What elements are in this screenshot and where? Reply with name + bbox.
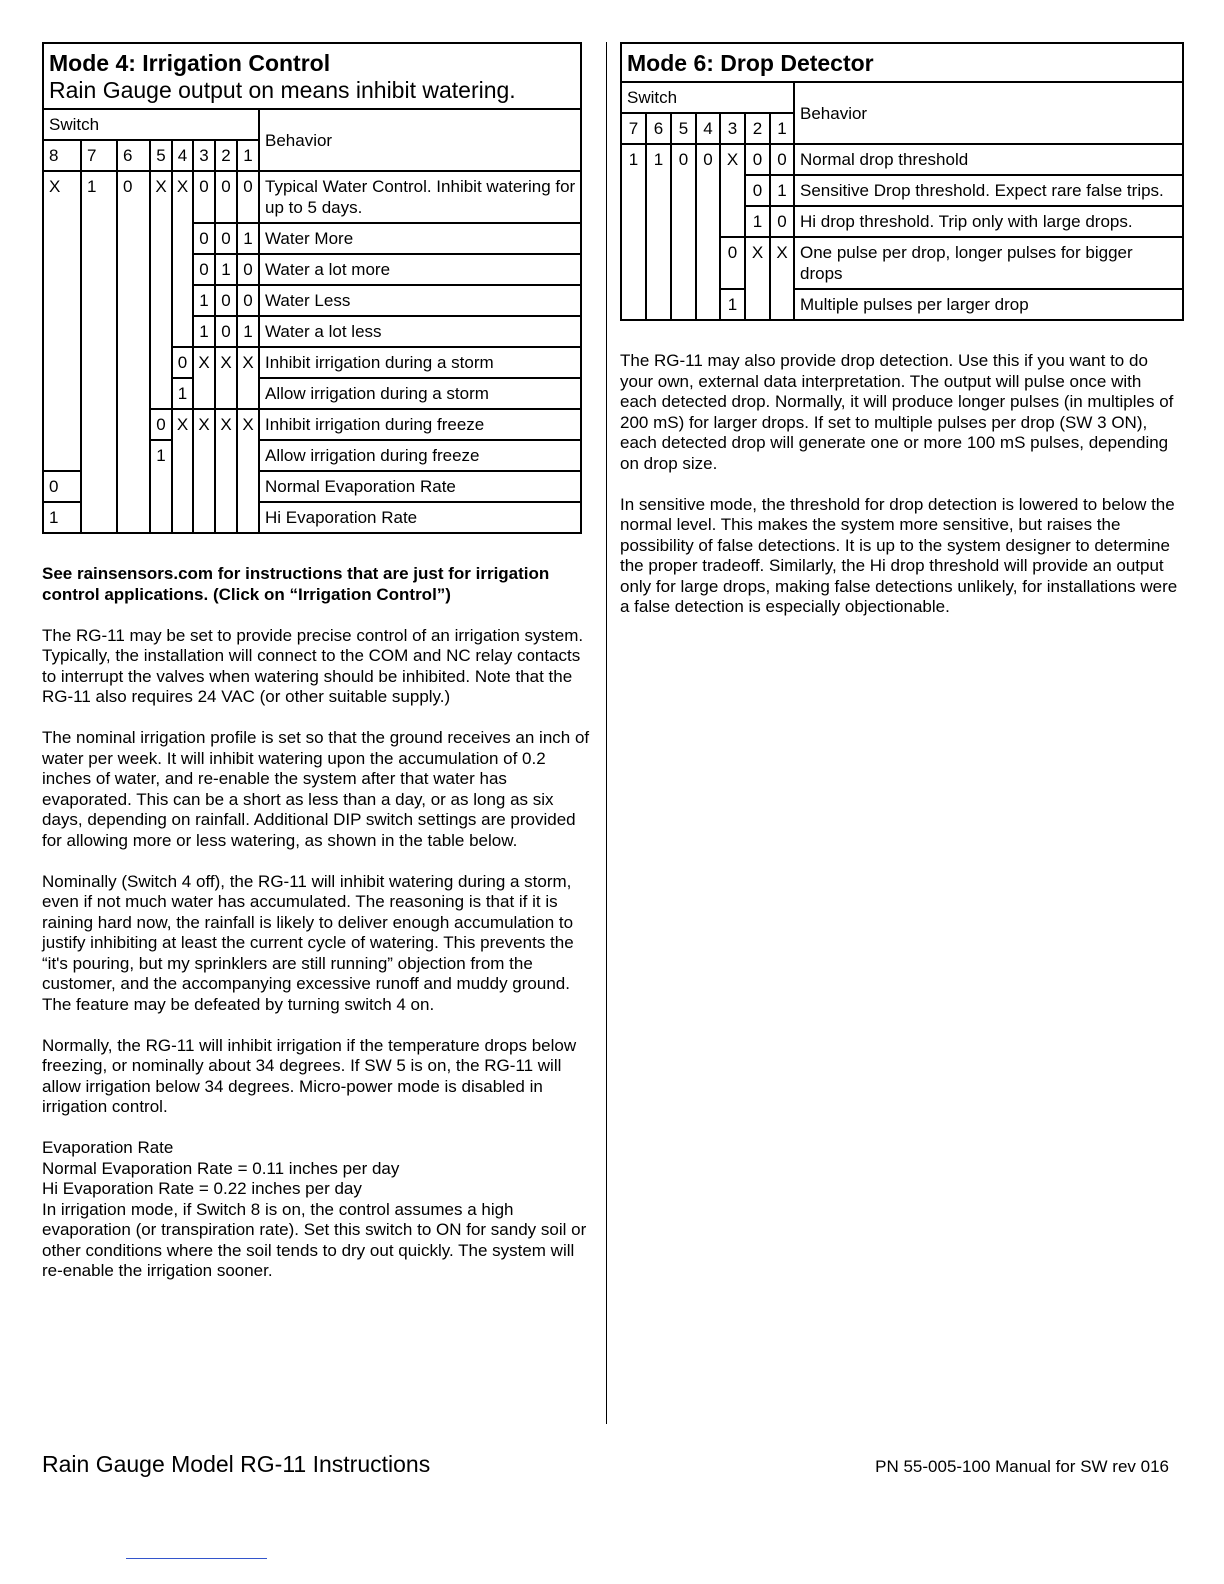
switch-value-cell	[237, 471, 259, 502]
switch-value-cell: 0	[43, 471, 81, 502]
switch-value-cell	[43, 347, 81, 378]
switch-value-cell: X	[237, 347, 259, 378]
switch-value-cell	[150, 285, 172, 316]
column-divider	[606, 42, 607, 1424]
switch-value-cell	[215, 471, 237, 502]
behavior-cell: Normal Evaporation Rate	[259, 471, 581, 502]
switch-number-cell: 1	[237, 140, 259, 171]
switch-value-cell: 0	[150, 409, 172, 440]
switch-number-cell: 7	[81, 140, 117, 171]
switch-value-cell: 0	[215, 171, 237, 223]
switch-value-cell	[150, 254, 172, 285]
right-column	[620, 42, 1182, 638]
switch-value-cell	[150, 347, 172, 378]
switch-value-cell	[621, 237, 646, 289]
switch-value-cell	[150, 471, 172, 502]
switch-number-cell: 6	[646, 113, 671, 144]
switch-value-cell	[172, 254, 193, 285]
switch-value-cell: X	[150, 171, 172, 223]
mode6-text	[620, 351, 1182, 618]
switch-value-cell	[172, 223, 193, 254]
switch-value-cell: X	[215, 347, 237, 378]
switch-value-cell	[43, 285, 81, 316]
switch-number-cell: 4	[696, 113, 720, 144]
switch-value-cell: X	[215, 409, 237, 440]
switch-value-cell	[43, 409, 81, 440]
switch-value-cell	[646, 289, 671, 320]
switch-value-cell	[117, 502, 150, 533]
switch-value-cell	[671, 206, 696, 237]
behavior-cell: Hi drop threshold. Trip only with large drops.	[794, 206, 1183, 237]
switch-value-cell	[117, 409, 150, 440]
left-column	[42, 42, 592, 1282]
switch-value-cell	[237, 440, 259, 471]
switch-value-cell	[117, 440, 150, 471]
switch-value-cell: 0	[193, 223, 215, 254]
switch-value-cell	[117, 316, 150, 347]
table-row	[43, 378, 581, 409]
mode6-title-cell	[621, 43, 1183, 82]
table-row	[43, 285, 581, 316]
switch-value-cell: 0	[237, 171, 259, 223]
switch-value-cell: 1	[193, 285, 215, 316]
mode4-subtitle: Rain Gauge output on means inhibit watering.	[49, 77, 516, 103]
switch-value-cell	[720, 175, 745, 206]
switch-value-cell	[81, 502, 117, 533]
switch-number-cell: 7	[621, 113, 646, 144]
switch-value-cell: 1	[81, 171, 117, 223]
switch-value-cell: 1	[745, 206, 770, 237]
switch-value-cell	[150, 378, 172, 409]
switch-value-cell: X	[745, 237, 770, 289]
switch-value-cell	[172, 502, 193, 533]
switch-value-cell: 1	[621, 144, 646, 175]
behavior-cell: Water Less	[259, 285, 581, 316]
switch-value-cell: 0	[745, 175, 770, 206]
switch-value-cell: 0	[193, 171, 215, 223]
switch-value-cell: 1	[770, 175, 794, 206]
switch-value-cell	[770, 289, 794, 320]
switch-value-cell: X	[193, 409, 215, 440]
switch-value-cell	[81, 254, 117, 285]
switch-value-cell: 1	[215, 254, 237, 285]
behavior-cell: Allow irrigation during freeze	[259, 440, 581, 471]
switch-value-cell	[720, 206, 745, 237]
switch-value-cell: 1	[237, 316, 259, 347]
table-row	[621, 144, 1183, 175]
switch-value-cell	[172, 316, 193, 347]
switch-value-cell	[193, 471, 215, 502]
switch-value-cell	[81, 316, 117, 347]
switch-number-cell: 3	[193, 140, 215, 171]
table-row	[43, 440, 581, 471]
switch-value-cell	[621, 289, 646, 320]
behavior-cell: Hi Evaporation Rate	[259, 502, 581, 533]
switch-value-cell	[696, 237, 720, 289]
switch-value-cell: 1	[646, 144, 671, 175]
evap-body: In irrigation mode, if Switch 8 is on, the control assumes a high evaporation (or transpiration rate). Set this switch to ON for sandy soil or other conditions where the soil tends to dry out quickly. The system will re-enable the irrigation sooner.	[42, 1199, 587, 1280]
switch-value-cell: 0	[193, 254, 215, 285]
switch-value-cell: X	[770, 237, 794, 289]
switch-value-cell	[81, 285, 117, 316]
evap-hi: Hi Evaporation Rate = 0.22 inches per day	[42, 1179, 362, 1198]
switch-value-cell: X	[172, 171, 193, 223]
switch-value-cell: 0	[117, 171, 150, 223]
paragraph-2: The nominal irrigation profile is set so that the ground receives an inch of water per week. It will inhibit watering upon the accumulation of 0.2 inches of water, and re-enable the system after that water has evaporated. This can be a short as less than a day, or as long as six days, depending on rainfall. Additional DIP switch settings are provided for allowing more or less watering, as shown in the table below.	[42, 728, 590, 850]
switch-value-cell: 1	[720, 289, 745, 320]
mode4-table	[42, 42, 582, 534]
switch-value-cell: X	[237, 409, 259, 440]
switch-value-cell: 1	[237, 223, 259, 254]
switch-value-cell: 0	[237, 285, 259, 316]
mode4-switch-header: Switch	[43, 109, 259, 140]
switch-value-cell	[671, 289, 696, 320]
switch-value-cell	[237, 502, 259, 533]
switch-value-cell: 0	[745, 144, 770, 175]
switch-value-cell	[172, 471, 193, 502]
switch-value-cell	[150, 223, 172, 254]
behavior-cell: Sensitive Drop threshold. Expect rare false trips.	[794, 175, 1183, 206]
switch-value-cell	[43, 254, 81, 285]
switch-value-cell	[150, 316, 172, 347]
behavior-cell: Inhibit irrigation during a storm	[259, 347, 581, 378]
switch-value-cell: 0	[215, 285, 237, 316]
switch-number-cell: 4	[172, 140, 193, 171]
irrigation-note: See rainsensors.com for instructions that are just for irrigation control applications. (Click on “Irrigation Control”)	[42, 564, 550, 604]
behavior-cell: Water a lot more	[259, 254, 581, 285]
switch-value-cell	[117, 285, 150, 316]
switch-value-cell	[215, 502, 237, 533]
behavior-cell: Water More	[259, 223, 581, 254]
switch-value-cell: 0	[770, 144, 794, 175]
mode4-behavior-header: Behavior	[259, 109, 581, 171]
behavior-cell: Typical Water Control. Inhibit watering for up to 5 days.	[259, 171, 581, 223]
switch-value-cell	[215, 378, 237, 409]
switch-value-cell	[117, 471, 150, 502]
table-row	[621, 175, 1183, 206]
switch-value-cell	[193, 440, 215, 471]
mode4-title-cell	[43, 43, 581, 109]
table-row	[621, 237, 1183, 289]
evap-heading: Evaporation Rate	[42, 1138, 174, 1157]
table-row	[621, 206, 1183, 237]
switch-value-cell	[215, 440, 237, 471]
switch-value-cell	[646, 206, 671, 237]
mode6-switch-header: Switch	[621, 82, 794, 113]
paragraph-3: Nominally (Switch 4 off), the RG-11 will inhibit watering during a storm, even if not much water has accumulated. The reasoning is that if it is raining hard now, the rainfall is likely to deliver enough accumulation to justify inhibiting at least the current cycle of watering. This prevents the “it's pouring, but my sprinklers are still running” objection from the customer, and the accompanying excessive runoff and muddy ground. The feature may be defeated by turning switch 4 on.	[42, 871, 574, 1014]
switch-value-cell: 1	[193, 316, 215, 347]
switch-value-cell	[43, 378, 81, 409]
switch-value-cell	[117, 347, 150, 378]
evap-normal: Normal Evaporation Rate = 0.11 inches per day	[42, 1158, 400, 1178]
behavior-cell: Multiple pulses per larger drop	[794, 289, 1183, 320]
behavior-cell: Inhibit irrigation during freeze	[259, 409, 581, 440]
switch-value-cell: 0	[671, 144, 696, 175]
switch-value-cell: 0	[237, 254, 259, 285]
switch-value-cell: 0	[215, 316, 237, 347]
behavior-cell: Water a lot less	[259, 316, 581, 347]
switch-value-cell: 0	[172, 347, 193, 378]
switch-value-cell: X	[43, 171, 81, 223]
paragraph-1: The RG-11 may be set to provide precise control of an irrigation system. Typically, the installation will connect to the COM and NC relay contacts to interrupt the valves when watering should be inhibited. Note that the RG-11 also requires 24 VAC (or other suitable supply.)	[42, 625, 584, 706]
switch-value-cell	[117, 378, 150, 409]
table-row	[43, 254, 581, 285]
switch-number-cell: 6	[117, 140, 150, 171]
switch-value-cell	[696, 289, 720, 320]
switch-value-cell	[81, 440, 117, 471]
switch-value-cell	[81, 378, 117, 409]
table-row	[621, 289, 1183, 320]
switch-value-cell	[81, 471, 117, 502]
table-row	[43, 316, 581, 347]
switch-value-cell	[43, 440, 81, 471]
switch-number-cell: 5	[150, 140, 172, 171]
switch-value-cell: 1	[43, 502, 81, 533]
switch-value-cell	[81, 347, 117, 378]
switch-value-cell	[646, 237, 671, 289]
table-row	[43, 171, 581, 223]
switch-value-cell	[696, 206, 720, 237]
switch-value-cell	[237, 378, 259, 409]
switch-value-cell	[43, 223, 81, 254]
switch-value-cell	[43, 316, 81, 347]
switch-value-cell	[81, 409, 117, 440]
table-row	[43, 223, 581, 254]
behavior-cell: Normal drop threshold	[794, 144, 1183, 175]
switch-value-cell	[81, 223, 117, 254]
switch-value-cell	[621, 175, 646, 206]
mode6-table	[620, 42, 1184, 321]
switch-number-cell: 3	[720, 113, 745, 144]
mode4-title: Mode 4: Irrigation Control	[49, 50, 331, 76]
drop-paragraph-1: The RG-11 may also provide drop detection. Use this if you want to do your own, external data interpretation. The output will pulse once with each detected drop. Normally, it will produce longer pulses (in multiples of 200 mS) for larger drops. If set to multiple pulses per drop (SW 3 ON), each detected drop will generate one or more 100 mS pulses, depending on drop size.	[620, 351, 1174, 473]
switch-number-cell: 5	[671, 113, 696, 144]
switch-value-cell	[172, 440, 193, 471]
switch-value-cell: X	[193, 347, 215, 378]
mode4-text	[42, 564, 592, 1282]
drop-paragraph-2: In sensitive mode, the threshold for drop detection is lowered to below the normal level. This makes the system more sensitive, but raises the possibility of false detections. It is up to the system designer to determine the proper tradeoff. Similarly, the Hi drop threshold will provide an output only for large drops, making false detections unlikely, for installations were a false detection is especially objectionable.	[620, 494, 1178, 616]
behavior-cell: Allow irrigation during a storm	[259, 378, 581, 409]
switch-number-cell: 8	[43, 140, 81, 171]
footer-part-number: PN 55-005-100 Manual for SW rev 016	[875, 1457, 1169, 1476]
switch-value-cell	[646, 175, 671, 206]
switch-value-cell	[172, 285, 193, 316]
switch-value-cell	[193, 378, 215, 409]
footer-title: Rain Gauge Model RG-11 Instructions	[42, 1451, 431, 1477]
switch-number-cell: 2	[215, 140, 237, 171]
switch-value-cell: X	[720, 144, 745, 175]
switch-value-cell	[150, 502, 172, 533]
table-row	[43, 347, 581, 378]
switch-value-cell	[671, 237, 696, 289]
switch-value-cell: 1	[172, 378, 193, 409]
switch-value-cell: 0	[215, 223, 237, 254]
switch-value-cell	[745, 289, 770, 320]
switch-value-cell: X	[172, 409, 193, 440]
switch-value-cell: 1	[150, 440, 172, 471]
bottom-link-underline	[126, 1558, 267, 1559]
table-row	[43, 502, 581, 533]
mode6-behavior-header: Behavior	[794, 82, 1183, 144]
paragraph-4: Normally, the RG-11 will inhibit irrigation if the temperature drops below freezing, or nominally about 34 degrees. If SW 5 is on, the RG-11 will allow irrigation below 34 degrees. Micro-power mode is disabled in irrigation control.	[42, 1035, 577, 1116]
switch-value-cell	[621, 206, 646, 237]
switch-value-cell	[671, 175, 696, 206]
switch-value-cell	[117, 254, 150, 285]
behavior-cell: One pulse per drop, longer pulses for bigger drops	[794, 237, 1183, 289]
mode6-title: Mode 6: Drop Detector	[627, 50, 874, 76]
table-row	[43, 409, 581, 440]
switch-value-cell: 0	[770, 206, 794, 237]
switch-value-cell: 0	[720, 237, 745, 289]
switch-value-cell: 0	[696, 144, 720, 175]
switch-value-cell	[696, 175, 720, 206]
switch-value-cell	[193, 502, 215, 533]
switch-number-cell: 2	[745, 113, 770, 144]
switch-value-cell	[117, 223, 150, 254]
table-row	[43, 471, 581, 502]
switch-number-cell: 1	[770, 113, 794, 144]
